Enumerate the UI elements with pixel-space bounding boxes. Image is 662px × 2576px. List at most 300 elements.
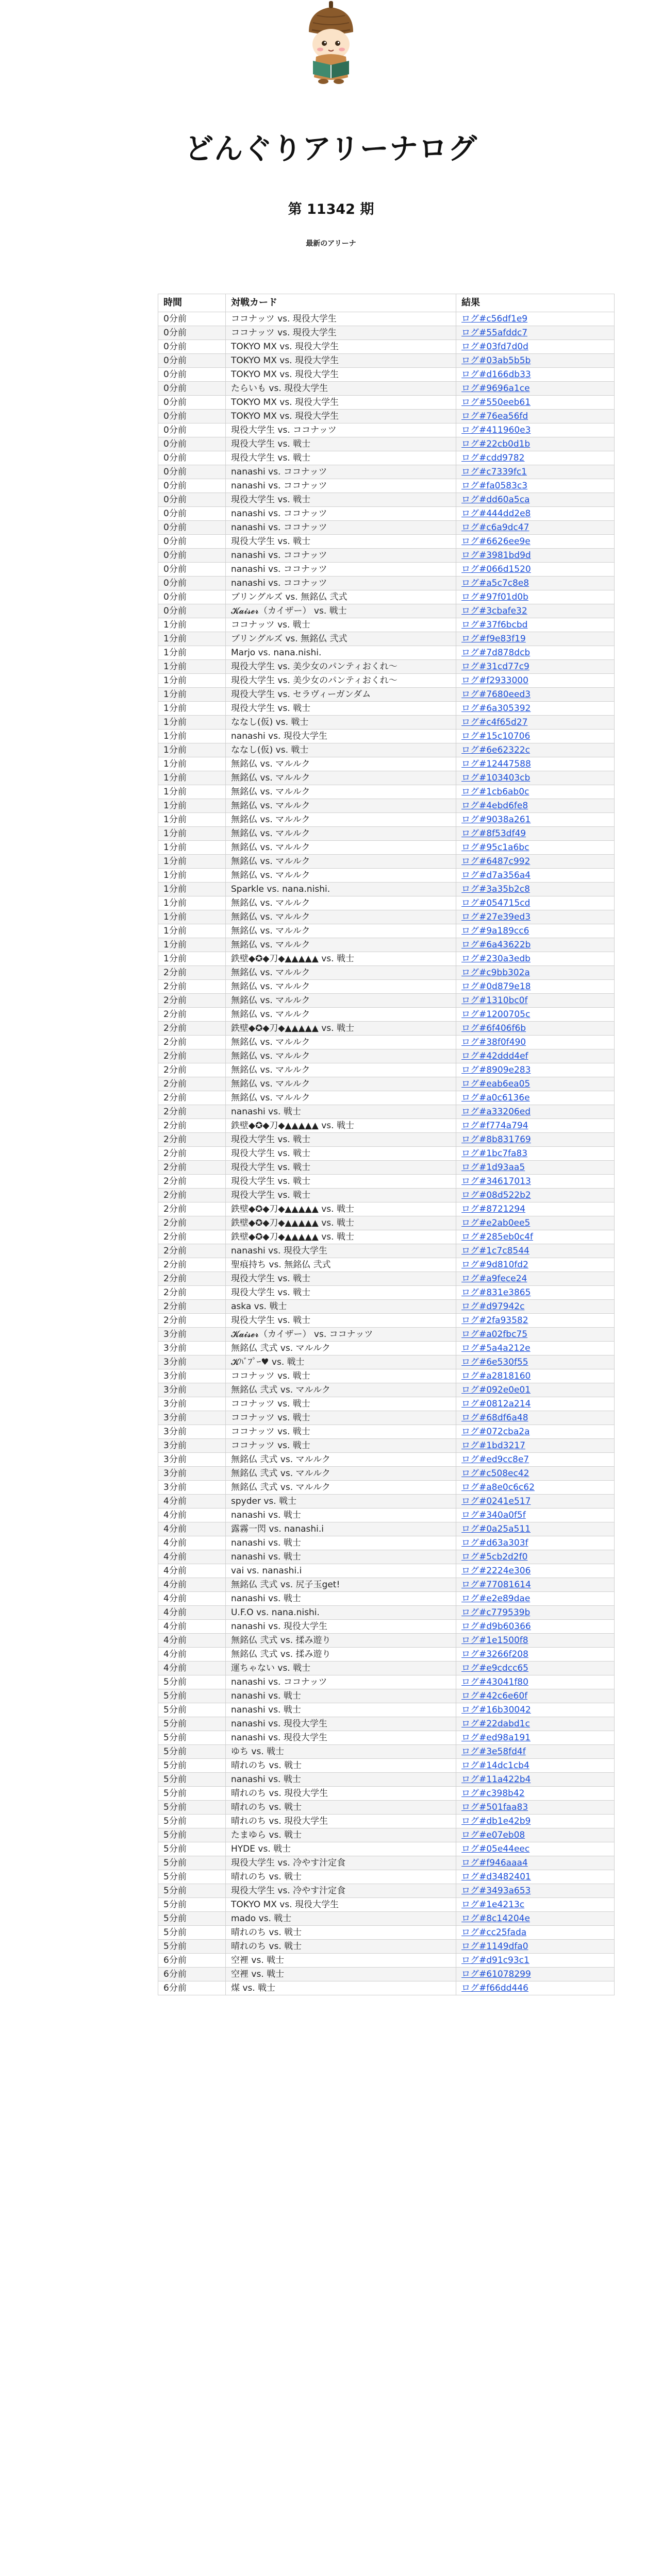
table-row (158, 1870, 615, 1884)
matchup-cell: U.F.O vs. nana.nishi. (226, 1606, 456, 1620)
table-row (158, 1314, 615, 1328)
match-log-table (158, 294, 615, 1995)
log-link[interactable]: ログ#f774a794 (461, 1121, 528, 1131)
result-cell (456, 855, 615, 869)
log-link[interactable]: ログ#c7339fc1 (461, 467, 527, 477)
log-link[interactable]: ログ#a0c6136e (461, 1093, 530, 1103)
time-cell: 0分前 (158, 423, 226, 437)
matchup-cell: nanashi vs. 戦士 (226, 1509, 456, 1522)
log-link[interactable]: ログ#55afddc7 (461, 328, 528, 338)
log-link[interactable]: ログ#6a43622b (461, 940, 531, 950)
log-link[interactable]: ログ#22cb0d1b (461, 439, 531, 449)
log-link[interactable]: ログ#f946aaa4 (461, 1858, 528, 1868)
log-link[interactable]: ログ#340a0f5f (461, 1510, 526, 1520)
log-link[interactable]: ログ#0d879e18 (461, 981, 531, 992)
time-cell: 1分前 (158, 883, 226, 896)
time-cell: 3分前 (158, 1328, 226, 1342)
table-row (158, 1578, 615, 1592)
time-cell: 2分前 (158, 1314, 226, 1328)
table-row (158, 1439, 615, 1453)
result-cell (456, 1773, 615, 1787)
time-cell: 1分前 (158, 730, 226, 743)
time-cell: 3分前 (158, 1383, 226, 1397)
table-row (158, 1912, 615, 1926)
log-link[interactable]: ログ#3981bd9d (461, 550, 531, 561)
log-link[interactable]: ログ#0a25a511 (461, 1524, 531, 1534)
log-link[interactable]: ログ#3266f208 (461, 1649, 528, 1659)
log-link[interactable]: ログ#97f01d0b (461, 592, 528, 602)
time-cell: 3分前 (158, 1397, 226, 1411)
table-row (158, 1272, 615, 1286)
log-link[interactable]: ログ#43041f80 (461, 1677, 528, 1687)
log-link[interactable]: ログ#03ab5b5b (461, 355, 531, 366)
table-row (158, 1940, 615, 1954)
log-link[interactable]: ログ#d3482401 (461, 1872, 531, 1882)
log-link[interactable]: ログ#d9b60366 (461, 1621, 531, 1632)
time-cell: 3分前 (158, 1481, 226, 1495)
matchup-cell: spyder vs. 戦士 (226, 1495, 456, 1509)
matchup-cell: 無銘仏 vs. マルルク (226, 980, 456, 994)
log-link[interactable]: ログ#34617013 (461, 1176, 531, 1187)
time-cell: 5分前 (158, 1856, 226, 1870)
table-row (158, 1620, 615, 1634)
time-cell: 1分前 (158, 688, 226, 702)
time-cell: 4分前 (158, 1536, 226, 1550)
table-row (158, 507, 615, 521)
time-cell: 1分前 (158, 813, 226, 827)
matchup-cell: 無銘仏 vs. マルルク (226, 799, 456, 813)
result-cell (456, 396, 615, 410)
time-cell: 5分前 (158, 1773, 226, 1787)
time-cell: 0分前 (158, 437, 226, 451)
log-link[interactable]: ログ#12447588 (461, 759, 531, 769)
matchup-cell: 現役大学生 vs. 戦士 (226, 1286, 456, 1300)
table-row (158, 827, 615, 841)
log-link[interactable]: ログ#8f53df49 (461, 828, 526, 839)
log-link[interactable]: ログ#42c6e60f (461, 1691, 528, 1701)
time-cell: 0分前 (158, 368, 226, 382)
table-row (158, 1954, 615, 1968)
log-link[interactable]: ログ#072cba2a (461, 1427, 530, 1437)
time-cell: 3分前 (158, 1467, 226, 1481)
log-link[interactable]: ログ#a2818160 (461, 1371, 531, 1381)
time-cell: 3分前 (158, 1369, 226, 1383)
table-row (158, 590, 615, 604)
result-cell (456, 563, 615, 577)
log-link[interactable]: ログ#ed98a191 (461, 1733, 531, 1743)
log-link[interactable]: ログ#8721294 (461, 1204, 525, 1214)
table-row (158, 1258, 615, 1272)
table-row (158, 549, 615, 563)
matchup-cell: 無銘仏 vs. マルルク (226, 1063, 456, 1077)
log-link[interactable]: ログ#a33206ed (461, 1107, 531, 1117)
result-cell (456, 660, 615, 674)
time-cell: 1分前 (158, 869, 226, 883)
matchup-cell: 鉄壁◆✪◆刀◆▲▲▲▲▲ vs. 戦士 (226, 1216, 456, 1230)
time-cell: 4分前 (158, 1578, 226, 1592)
time-cell: 2分前 (158, 1230, 226, 1244)
matchup-cell: 無銘仏 弐式 vs. マルルク (226, 1467, 456, 1481)
log-link[interactable]: ログ#444dd2e8 (461, 509, 531, 519)
log-link[interactable]: ログ#3e58fd4f (461, 1747, 526, 1757)
log-link[interactable]: ログ#ed9cc8e7 (461, 1454, 529, 1465)
time-cell: 2分前 (158, 1091, 226, 1105)
log-link[interactable]: ログ#c9bb302a (461, 968, 530, 978)
log-link[interactable]: ログ#a8e0c6c62 (461, 1482, 535, 1493)
table-row (158, 966, 615, 980)
table-row (158, 604, 615, 618)
time-cell: 2分前 (158, 994, 226, 1008)
table-row (158, 437, 615, 451)
log-link[interactable]: ログ#2fa93582 (461, 1315, 528, 1326)
log-link[interactable]: ログ#411960e3 (461, 425, 531, 435)
table-row (158, 1369, 615, 1383)
result-cell (456, 994, 615, 1008)
log-link[interactable]: ログ#d166db33 (461, 369, 531, 380)
log-link[interactable]: ログ#f9e83f19 (461, 634, 526, 644)
log-link[interactable]: ログ#6e62322c (461, 745, 530, 755)
time-cell: 1分前 (158, 757, 226, 771)
log-link[interactable]: ログ#95c1a6bc (461, 842, 529, 853)
time-cell: 1分前 (158, 910, 226, 924)
log-link[interactable]: ログ#c779539b (461, 1607, 531, 1618)
table-row (158, 1133, 615, 1147)
table-row (158, 1648, 615, 1662)
time-cell: 5分前 (158, 1815, 226, 1828)
log-link[interactable]: ログ#03fd7d0d (461, 342, 528, 352)
log-link[interactable]: ログ#3a35b2c8 (461, 884, 530, 894)
result-cell (456, 1842, 615, 1856)
log-link[interactable]: ログ#0241e517 (461, 1496, 531, 1506)
time-cell: 3分前 (158, 1342, 226, 1355)
result-cell (456, 465, 615, 479)
log-link[interactable]: ログ#9a189cc6 (461, 926, 529, 936)
time-cell: 1分前 (158, 827, 226, 841)
result-cell (456, 354, 615, 368)
matchup-cell: TOKYO MX vs. 現役大学生 (226, 368, 456, 382)
log-link[interactable]: ログ#61078299 (461, 1969, 531, 1979)
log-link[interactable]: ログ#c4f65d27 (461, 717, 528, 727)
result-cell (456, 1856, 615, 1870)
log-link[interactable]: ログ#c398b42 (461, 1788, 525, 1799)
log-link[interactable]: ログ#1bd3217 (461, 1440, 525, 1451)
log-link[interactable]: ログ#c56df1e9 (461, 314, 528, 324)
log-link[interactable]: ログ#76ea56fd (461, 411, 528, 421)
log-link[interactable]: ログ#db1e42b9 (461, 1816, 531, 1826)
matchup-cell: 晴れのち vs. 戦士 (226, 1759, 456, 1773)
result-cell (456, 1091, 615, 1105)
table-row (158, 938, 615, 952)
log-link[interactable]: ログ#31cd77c9 (461, 662, 529, 672)
log-link[interactable]: ログ#9696a1ce (461, 383, 530, 394)
log-link[interactable]: ログ#d91c93c1 (461, 1955, 529, 1965)
log-link[interactable]: ログ#42ddd4ef (461, 1051, 528, 1061)
log-link[interactable]: ログ#5a4a212e (461, 1343, 531, 1353)
log-link[interactable]: ログ#15c10706 (461, 731, 531, 741)
log-link[interactable]: ログ#8b831769 (461, 1134, 531, 1145)
time-cell: 2分前 (158, 1189, 226, 1202)
matchup-cell: 無銘仏 vs. マルルク (226, 869, 456, 883)
result-cell (456, 1703, 615, 1717)
table-row (158, 410, 615, 423)
time-cell: 3分前 (158, 1425, 226, 1439)
time-cell: 1分前 (158, 938, 226, 952)
table-row (158, 910, 615, 924)
latest-arena-note: 最新のアリーナ (306, 240, 356, 248)
log-link[interactable]: ログ#6f406f6b (461, 1023, 526, 1033)
result-cell (456, 1272, 615, 1286)
log-link[interactable]: ログ#eab6ea05 (461, 1079, 531, 1089)
result-cell (456, 952, 615, 966)
log-link[interactable]: ログ#1c7c8544 (461, 1246, 529, 1256)
log-link[interactable]: ログ#1149dfa0 (461, 1941, 528, 1952)
result-cell (456, 479, 615, 493)
log-link[interactable]: ログ#501faa83 (461, 1802, 528, 1812)
log-link[interactable]: ログ#092e0e01 (461, 1385, 531, 1395)
log-link[interactable]: ログ#16b30042 (461, 1705, 531, 1715)
table-row (158, 1216, 615, 1230)
result-cell (456, 1522, 615, 1536)
matchup-cell: 現役大学生 vs. 戦士 (226, 1175, 456, 1189)
log-link[interactable]: ログ#cc25fada (461, 1927, 527, 1938)
log-link[interactable]: ログ#37f6bcbd (461, 620, 528, 630)
result-cell (456, 549, 615, 563)
table-row (158, 396, 615, 410)
result-cell (456, 451, 615, 465)
log-link[interactable]: ログ#054715cd (461, 898, 531, 908)
matchup-cell: TOKYO MX vs. 現役大学生 (226, 354, 456, 368)
log-link[interactable]: ログ#f66dd446 (461, 1983, 528, 1993)
log-link[interactable]: ログ#1e1500f8 (461, 1635, 528, 1646)
result-cell (456, 799, 615, 813)
log-link[interactable]: ログ#77081614 (461, 1580, 531, 1590)
log-link[interactable]: ログ#1310bc0f (461, 995, 528, 1006)
log-link[interactable]: ログ#05e44eec (461, 1844, 530, 1854)
result-cell (456, 493, 615, 507)
log-link[interactable]: ログ#103403cb (461, 773, 531, 783)
table-row (158, 1175, 615, 1189)
table-row (158, 716, 615, 730)
log-link[interactable]: ログ#9038a261 (461, 815, 531, 825)
matchup-cell: 無銘仏 vs. マルルク (226, 855, 456, 869)
log-link[interactable]: ログ#fa0583c3 (461, 481, 528, 491)
log-link[interactable]: ログ#08d522b2 (461, 1190, 531, 1200)
table-row (158, 1522, 615, 1536)
matchup-cell: TOKYO MX vs. 現役大学生 (226, 340, 456, 354)
log-link[interactable]: ログ#d97942c (461, 1301, 525, 1312)
column-header-time: 時間 (158, 294, 226, 312)
log-link[interactable]: ログ#a5c7c8e8 (461, 578, 529, 588)
log-link[interactable]: ログ#d63a303f (461, 1538, 528, 1548)
time-cell: 2分前 (158, 1175, 226, 1189)
matchup-cell: 無銘仏 弐式 vs. 揉み遊り (226, 1648, 456, 1662)
result-cell (456, 980, 615, 994)
table-row (158, 757, 615, 771)
column-header-matchup: 対戦カード (226, 294, 456, 312)
matchup-cell: nanashi vs. 現役大学生 (226, 730, 456, 743)
matchup-cell: mado vs. 戦士 (226, 1912, 456, 1926)
result-cell (456, 1369, 615, 1383)
log-link[interactable]: ログ#22dabd1c (461, 1719, 530, 1729)
table-row (158, 1898, 615, 1912)
time-cell: 2分前 (158, 1272, 226, 1286)
result-cell (456, 1189, 615, 1202)
log-link[interactable]: ログ#831e3865 (461, 1287, 531, 1298)
table-row (158, 1355, 615, 1369)
matchup-cell: 無銘仏 vs. マルルク (226, 910, 456, 924)
log-link[interactable]: ログ#f2933000 (461, 675, 528, 686)
table-row (158, 312, 615, 326)
matchup-cell: ココナッツ vs. 戦士 (226, 618, 456, 632)
log-link[interactable]: ログ#550eeb61 (461, 397, 531, 408)
result-cell (456, 1481, 615, 1495)
matchup-cell: nanashi vs. 戦士 (226, 1550, 456, 1564)
matchup-cell: nanashi vs. ココナッツ (226, 465, 456, 479)
table-row (158, 1564, 615, 1578)
table-row (158, 674, 615, 688)
table-row (158, 1189, 615, 1202)
table-row (158, 1662, 615, 1675)
table-row (158, 1509, 615, 1522)
table-row (158, 1689, 615, 1703)
table-row (158, 479, 615, 493)
log-link[interactable]: ログ#3493a653 (461, 1886, 531, 1896)
result-cell (456, 1119, 615, 1133)
log-link[interactable]: ログ#a9fece24 (461, 1274, 527, 1284)
log-link[interactable]: ログ#cdd9782 (461, 453, 525, 463)
table-row (158, 1856, 615, 1870)
log-link[interactable]: ログ#d7a356a4 (461, 870, 531, 880)
time-cell: 2分前 (158, 1022, 226, 1036)
table-row (158, 618, 615, 632)
result-cell (456, 1870, 615, 1884)
matchup-cell: 晴れのち vs. 戦士 (226, 1940, 456, 1954)
matchup-cell: ココナッツ vs. 現役大学生 (226, 312, 456, 326)
log-link[interactable]: ログ#7680eed3 (461, 689, 531, 700)
matchup-cell: nanashi vs. 戦士 (226, 1773, 456, 1787)
time-cell: 2分前 (158, 1258, 226, 1272)
matchup-cell: 現役大学生 vs. 冷やす汁定食 (226, 1884, 456, 1898)
table-row (158, 1981, 615, 1995)
log-link[interactable]: ログ#c6a9dc47 (461, 522, 529, 533)
log-link[interactable]: ログ#6626ee9e (461, 536, 531, 547)
table-row (158, 1536, 615, 1550)
log-link[interactable]: ログ#e2ab0ee5 (461, 1218, 531, 1228)
result-cell (456, 1717, 615, 1731)
matchup-cell: nanashi vs. 現役大学生 (226, 1244, 456, 1258)
log-link[interactable]: ログ#38f0f490 (461, 1037, 526, 1047)
matchup-cell: aska vs. 戦士 (226, 1300, 456, 1314)
log-link[interactable]: ログ#e9cdcc65 (461, 1663, 528, 1673)
result-cell (456, 1161, 615, 1175)
time-cell: 4分前 (158, 1550, 226, 1564)
matchup-cell: 晴れのち vs. 現役大学生 (226, 1815, 456, 1828)
log-link[interactable]: ログ#c508ec42 (461, 1468, 529, 1479)
time-cell: 2分前 (158, 1119, 226, 1133)
result-cell (456, 1230, 615, 1244)
log-link[interactable]: ログ#e07eb08 (461, 1830, 525, 1840)
log-link[interactable]: ログ#6487c992 (461, 856, 531, 867)
log-link[interactable]: ログ#e2e89dae (461, 1594, 531, 1604)
log-link[interactable]: ログ#11a422b4 (461, 1774, 531, 1785)
result-cell (456, 813, 615, 827)
log-link[interactable]: ログ#1e4213c (461, 1900, 525, 1910)
matchup-cell: ココナッツ vs. 戦士 (226, 1439, 456, 1453)
log-link[interactable]: ログ#0812a214 (461, 1399, 531, 1409)
result-cell (456, 1592, 615, 1606)
acorn-mascot-icon (302, 0, 360, 86)
time-cell: 1分前 (158, 674, 226, 688)
log-link[interactable]: ログ#5cb2d2f0 (461, 1552, 528, 1562)
log-link[interactable]: ログ#dd60a5ca (461, 495, 530, 505)
table-row (158, 1328, 615, 1342)
log-link[interactable]: ログ#4ebd6fe8 (461, 801, 528, 811)
result-cell (456, 340, 615, 354)
time-cell: 5分前 (158, 1675, 226, 1689)
table-row (158, 1063, 615, 1077)
log-link[interactable]: ログ#066d1520 (461, 564, 531, 574)
log-link[interactable]: ログ#27e39ed3 (461, 912, 531, 922)
table-row (158, 980, 615, 994)
log-link[interactable]: ログ#1cb6ab0c (461, 787, 529, 797)
log-link[interactable]: ログ#285eb0c4f (461, 1232, 533, 1242)
log-link[interactable]: ログ#14dc1cb4 (461, 1760, 529, 1771)
result-cell (456, 1342, 615, 1355)
log-link[interactable]: ログ#6a305392 (461, 703, 531, 714)
result-cell (456, 1133, 615, 1147)
log-link[interactable]: ログ#9d810fd2 (461, 1260, 528, 1270)
table-row (158, 1161, 615, 1175)
log-link[interactable]: ログ#8c14204e (461, 1913, 530, 1924)
matchup-cell: ブリングルズ vs. 無銘仏 弐式 (226, 590, 456, 604)
log-link[interactable]: ログ#8909e283 (461, 1065, 531, 1075)
result-cell (456, 1648, 615, 1662)
time-cell: 1分前 (158, 660, 226, 674)
table-row (158, 1815, 615, 1828)
table-row (158, 493, 615, 507)
log-link[interactable]: ログ#6e530f55 (461, 1357, 528, 1367)
result-cell (456, 1968, 615, 1981)
time-cell: 0分前 (158, 521, 226, 535)
table-row (158, 1049, 615, 1063)
time-cell: 2分前 (158, 966, 226, 980)
result-cell (456, 1662, 615, 1675)
log-link[interactable]: ログ#a02fbc75 (461, 1329, 528, 1340)
log-link[interactable]: ログ#1d93aa5 (461, 1162, 525, 1173)
time-cell: 2分前 (158, 1105, 226, 1119)
result-cell (456, 1063, 615, 1077)
table-row (158, 1717, 615, 1731)
result-cell (456, 535, 615, 549)
log-link[interactable]: ログ#2224e306 (461, 1566, 531, 1576)
log-link[interactable]: ログ#68df6a48 (461, 1413, 528, 1423)
result-cell (456, 1328, 615, 1342)
result-cell (456, 1787, 615, 1801)
matchup-cell: nanashi vs. ココナッツ (226, 521, 456, 535)
time-cell: 0分前 (158, 451, 226, 465)
log-link[interactable]: ログ#1200705c (461, 1009, 531, 1020)
time-cell: 4分前 (158, 1509, 226, 1522)
log-link[interactable]: ログ#3cbafe32 (461, 606, 527, 616)
table-row (158, 1244, 615, 1258)
matchup-cell: 晴れのち vs. 戦士 (226, 1801, 456, 1815)
log-link[interactable]: ログ#230a3edb (461, 954, 531, 964)
log-link[interactable]: ログ#1bc7fa83 (461, 1148, 528, 1159)
matchup-cell: 無銘仏 vs. マルルク (226, 1036, 456, 1049)
log-link[interactable]: ログ#7d878dcb (461, 648, 531, 658)
column-header-result: 結果 (456, 294, 615, 312)
result-cell (456, 1355, 615, 1369)
